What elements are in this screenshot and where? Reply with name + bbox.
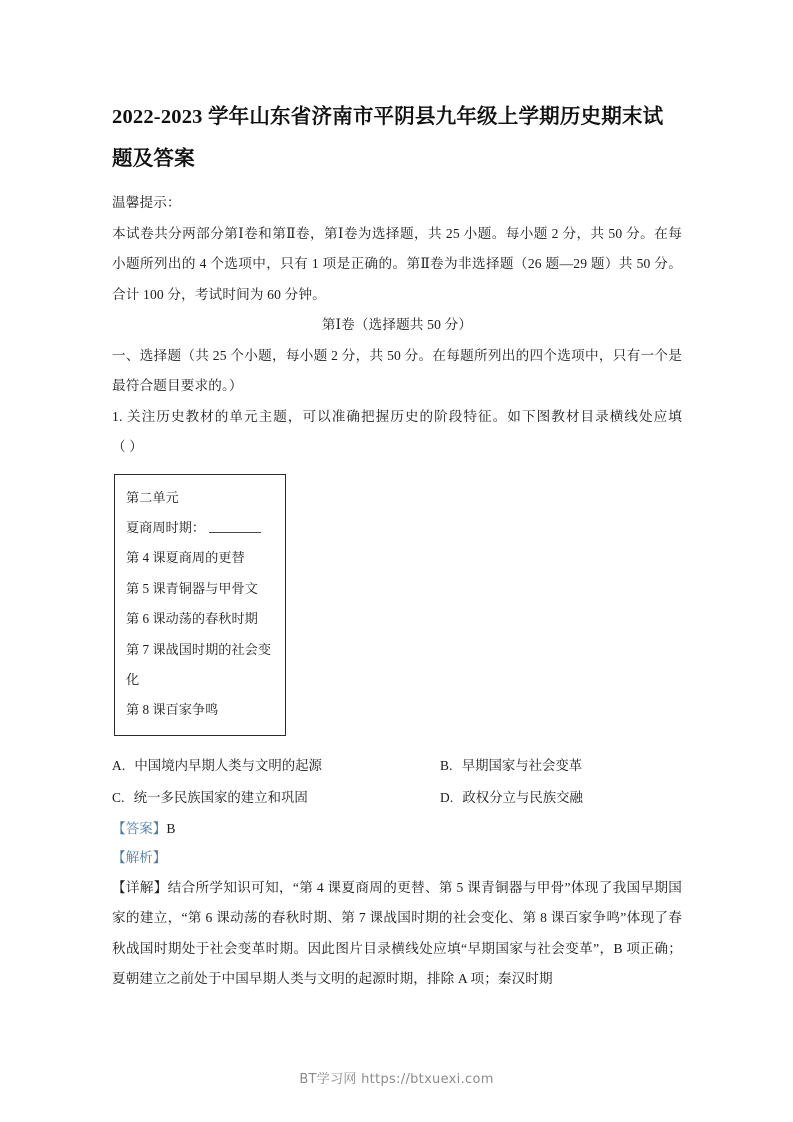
toc-lesson-item: 第 5 课青铜器与甲骨文 [126, 580, 258, 596]
option-c-text: 统一多民族国家的建立和巩固 [133, 789, 308, 805]
section-instruction: 一、选择题（共 25 个小题，每小题 2 分，共 50 分。在每题所列出的四个选项中，只有一个是最符合题目要求的。） [112, 347, 682, 393]
fill-in-blank-underline [209, 519, 261, 533]
question-number: 1. [112, 408, 123, 424]
detail-text: 结合所学知识可知，“第 4 课夏商周的更替、第 5 课青铜器与甲骨”体现了我国早期国家的建立，“第 6 课动荡的春秋时期、第 7 课战国时期的社会变化、第 8 课百家争鸣”体现了春秋战国时期处于社会变革时期。因此图片目录横线处应填“早期国家与社会变革”，B 项正确；夏朝建立之前处于中国早期人类与文明的起源时期，排除 A 项；秦汉时期 [112, 879, 682, 987]
analysis-label: 【解析】 [112, 850, 167, 866]
option-a-text: 中国境内早期人类与文明的起源 [134, 757, 322, 773]
toc-lesson-item: 第 4 课夏商周的更替 [126, 550, 245, 566]
footer-watermark: BT学习网 https://btxuexi.com [299, 1072, 494, 1087]
toc-unit-title: 第二单元 [126, 489, 179, 505]
toc-period-row [126, 513, 274, 543]
toc-lesson-item: 第 7 课战国时期的社会变化 [126, 641, 272, 687]
option-d[interactable] [440, 782, 682, 814]
answer-label: 【答案】 [112, 820, 167, 836]
notice-paragraph: 本试卷共分两部分第Ⅰ卷和第Ⅱ卷，第Ⅰ卷为选择题，共 25 小题。每小题 2 分，共 50 分。在每小题所列出的 4 个选项中，只有 1 项是正确的。第Ⅱ卷为非选择题（26 题—29 题）共 50 分。合计 100 分，考试时间为 60 分钟。 [112, 225, 682, 302]
answer-bracket: （ ） [112, 439, 144, 454]
option-b-letter: B. [440, 757, 453, 773]
option-b-text: 早期国家与社会变革 [461, 757, 583, 773]
option-c-letter: C. [112, 789, 125, 805]
toc-lesson-item: 第 8 课百家争鸣 [126, 702, 219, 718]
question-stem-text: 关注历史教材的单元主题，可以准确把握历史的阶段特征。如下图教材目录横线处应填 [126, 408, 682, 424]
option-c[interactable] [112, 782, 440, 814]
option-row [112, 782, 682, 814]
option-b[interactable] [440, 750, 682, 782]
textbook-toc-box [114, 474, 286, 736]
answer-value: B [166, 820, 176, 836]
option-row [112, 750, 682, 782]
question-1-options [112, 750, 682, 814]
detail-label: 【详解】 [112, 879, 168, 895]
option-a-letter: A. [112, 757, 126, 773]
document-content [112, 96, 682, 995]
question-1-stem [112, 402, 682, 463]
toc-lesson-item: 第 6 课动荡的春秋时期 [126, 611, 258, 627]
option-d-text: 政权分立与民族交融 [462, 789, 583, 805]
option-a[interactable] [112, 750, 440, 782]
notice-label: 温馨提示： [112, 195, 181, 210]
answer-row [112, 814, 682, 844]
section-heading: 第Ⅰ卷（选择题共 50 分） [321, 317, 473, 332]
toc-period-label: 夏商周时期： [126, 519, 206, 535]
option-d-letter: D. [440, 789, 454, 805]
analysis-row [112, 843, 682, 873]
page-title: 2022-2023 学年山东省济南市平阴县九年级上学期历史期末试题及答案 [112, 106, 664, 170]
detail-explanation [112, 873, 682, 995]
